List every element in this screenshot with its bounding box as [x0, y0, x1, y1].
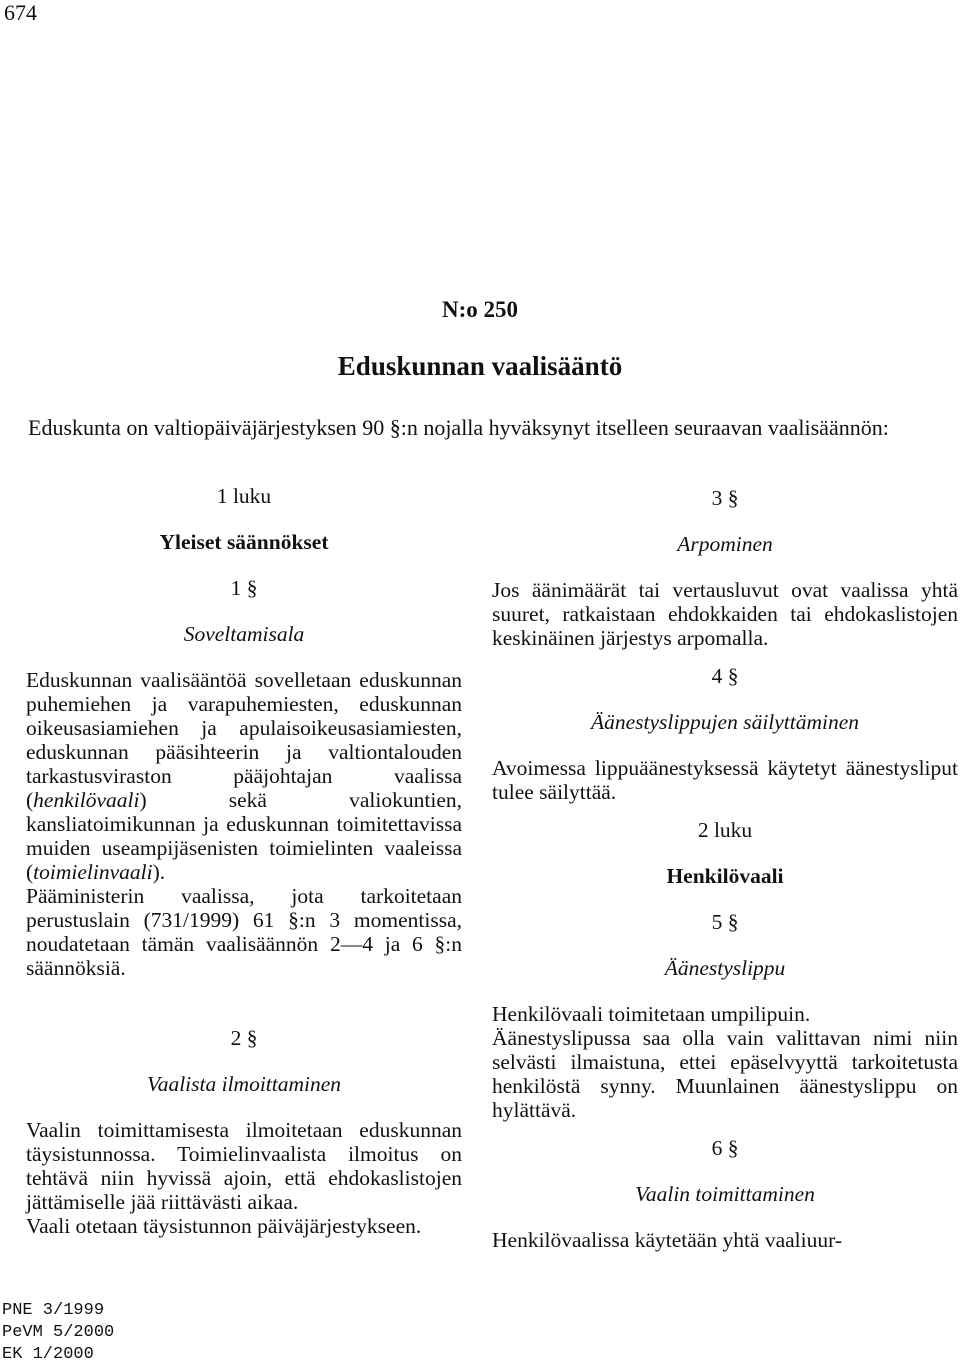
right-column: [492, 486, 958, 1252]
reference-item: PNE 3/1999: [2, 1301, 105, 1320]
section-6-paragraph-1: Henkilövaalissa käytetään yhtä vaaliuur-: [492, 1228, 843, 1252]
section-1-paragraph-2: Pääministerin vaalissa, jota tarkoitetaan perustuslain (731/1999) 61 §:n 3 momentissa, noudatetaan tämän vaalisäännön 2—4 ja 6 §:n säännöksiä.: [26, 884, 462, 980]
left-column: [26, 484, 462, 1238]
term-toimielinvaali: toimielinvaali: [33, 860, 153, 884]
section-5-paragraph-2: Äänestyslipussa saa olla vain valittavan nimi niin selvästi ilmaistuna, ettei epäselvyyttä tarkoitetusta henkilöstä synny. Muunlainen äänestyslippu on hylättävä.: [492, 1026, 958, 1122]
section-5-paragraph-1: Henkilövaali toimitetaan umpilipuin.: [492, 1002, 811, 1026]
section-6-number: 6 §: [711, 1136, 739, 1160]
section-3-number: 3 §: [711, 486, 739, 510]
statute-title: Eduskunnan vaalisääntö: [337, 351, 623, 381]
chapter-2-label: 2 luku: [697, 818, 753, 842]
section-1-title: Soveltamisala: [183, 622, 305, 646]
legislative-references: [2, 1300, 114, 1366]
page-number: 674: [4, 0, 37, 25]
section-2-paragraph-1: Vaalin toimittamisesta ilmoitetaan eduskunnan täysistunnossa. Toimielinvaalista ilmoitus on tehtävä niin hyvissä ajoin, että ehdokaslistojen jättämiselle jää riittävästi aikaa.: [26, 1118, 462, 1214]
term-henkilovaali: henkilövaali: [33, 788, 140, 812]
section-5-title: Äänestyslippu: [664, 956, 786, 980]
section-5-number: 5 §: [711, 910, 739, 934]
section-4-title: Äänestyslippujen säilyttäminen: [590, 710, 860, 734]
section-1-paragraph-1: Eduskunnan vaalisääntöä sovelletaan eduskunnan puhemiehen ja varapuhemiesten, eduskunnan oikeusasiamiehen ja apulaisoikeusasiamiesten, eduskunnan pääsihteerin ja valtiontalouden tarkastusviraston pääjohtajan vaalissa (henkilövaali) sekä valiokuntien, kansliatoimikunnan ja eduskunnan toimitettavissa muiden useampijäsenisten toimielinten vaaleissa (toimielinvaali).: [26, 668, 462, 884]
section-2-number: 2 §: [230, 1026, 258, 1050]
reference-item: EK 1/2000: [2, 1345, 94, 1364]
chapter-2-title: Henkilövaali: [666, 864, 784, 888]
section-2-title: Vaalista ilmoittaminen: [146, 1072, 342, 1096]
section-4-number: 4 §: [711, 664, 739, 688]
statute-number: N:o 250: [441, 297, 519, 322]
section-1-number: 1 §: [230, 576, 258, 600]
reference-item: PeVM 5/2000: [2, 1323, 115, 1342]
chapter-1-title: Yleiset säännökset: [159, 530, 329, 554]
section-3-paragraph-1: Jos äänimäärät tai vertausluvut ovat vaalissa yhtä suuret, ratkaistaan ehdokkaiden tai ehdokaslistojen keskinäinen järjestys arpomalla.: [492, 578, 958, 650]
section-2-paragraph-2: Vaali otetaan täysistunnon päiväjärjestykseen.: [26, 1214, 422, 1238]
section-4-paragraph-1: Avoimessa lippuäänestyksessä käytetyt äänestysliput tulee säilyttää.: [492, 756, 958, 804]
section-6-title: Vaalin toimittaminen: [635, 1182, 815, 1206]
preamble: Eduskunta on valtiopäiväjärjestyksen 90 §:n nojalla hyväksynyt itselleen seuraavan vaalisäännön:: [28, 415, 889, 440]
chapter-1-label: 1 luku: [216, 484, 272, 508]
section-3-title: Arpominen: [677, 532, 773, 556]
